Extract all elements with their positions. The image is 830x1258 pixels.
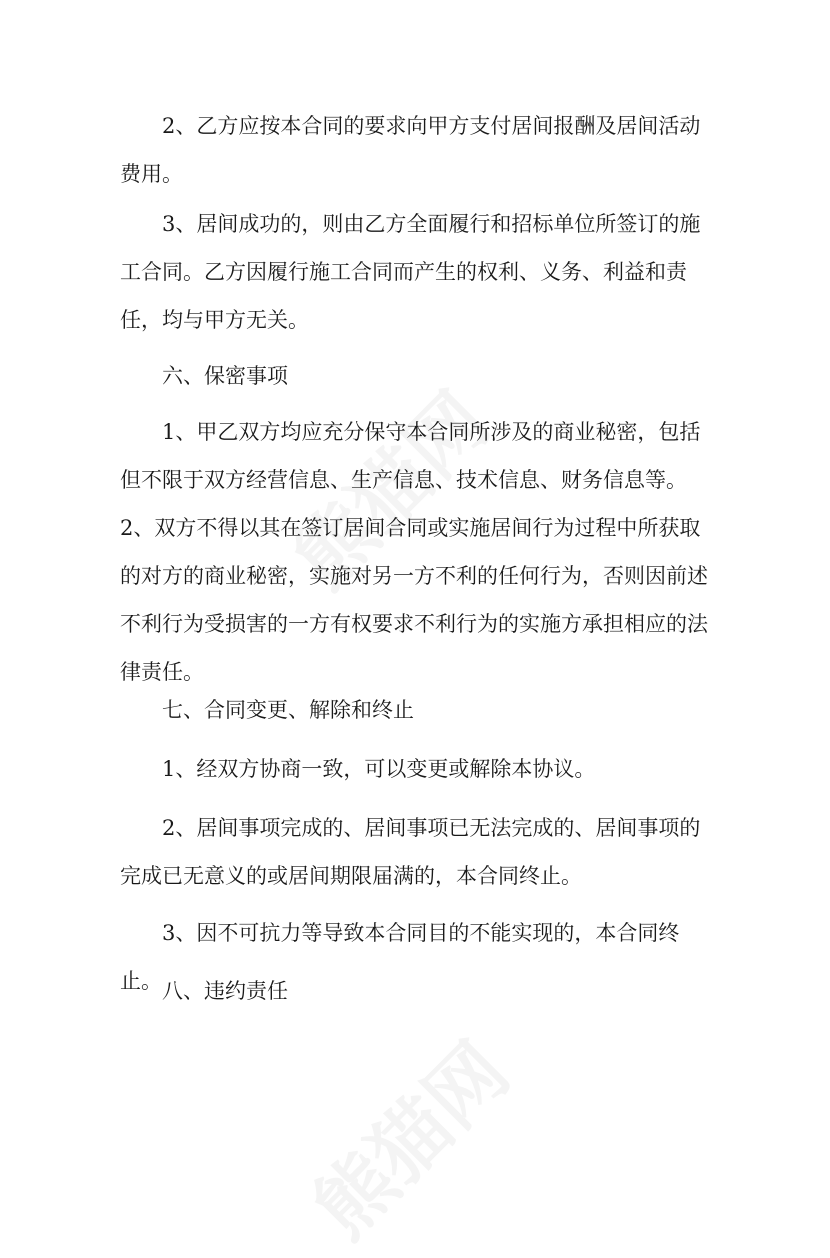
watermark: [285, 1014, 530, 1258]
section-heading-confidentiality: 六、保密事项: [162, 364, 288, 388]
paragraph-payment-obligation: 2、乙方应按本合同的要求向甲方支付居间报酬及居间活动费用。: [120, 114, 701, 186]
paragraph-termination-conditions: 2、居间事项完成的、居间事项已无法完成的、居间事项的完成已无意义的或居间期限届满的，本合同终止。: [120, 816, 701, 888]
paragraph-mutual-change: 1、经双方协商一致，可以变更或解除本协议。: [162, 757, 596, 781]
paragraph-confidentiality-terms: 1、甲乙双方均应充分保守本合同所涉及的商业秘密，包括但不限于双方经营信息、生产信息、技术信息、财务信息等。2、双方不得以其在签订居间合同或实施居间行为过程中所获取的对方的商业秘密，实施对另一方不利的任何行为，否则因前述不利行为受损害的一方有权要求不利行为的实施方承担相应的法律责任。: [120, 420, 708, 684]
section-heading-breach-liability: 八、违约责任: [162, 979, 288, 1003]
section-heading-contract-change: 七、合同变更、解除和终止: [162, 698, 414, 722]
paragraph-contract-performance: 3、居间成功的，则由乙方全面履行和招标单位所签订的施工合同。乙方因履行施工合同而产生的权利、义务、利益和责任，均与甲方无关。: [120, 212, 701, 332]
paragraph-force-majeure: 3、因不可抗力等导致本合同目的不能实现的，本合同终止。: [120, 921, 680, 993]
watermark-text-2: [297, 1026, 526, 1255]
